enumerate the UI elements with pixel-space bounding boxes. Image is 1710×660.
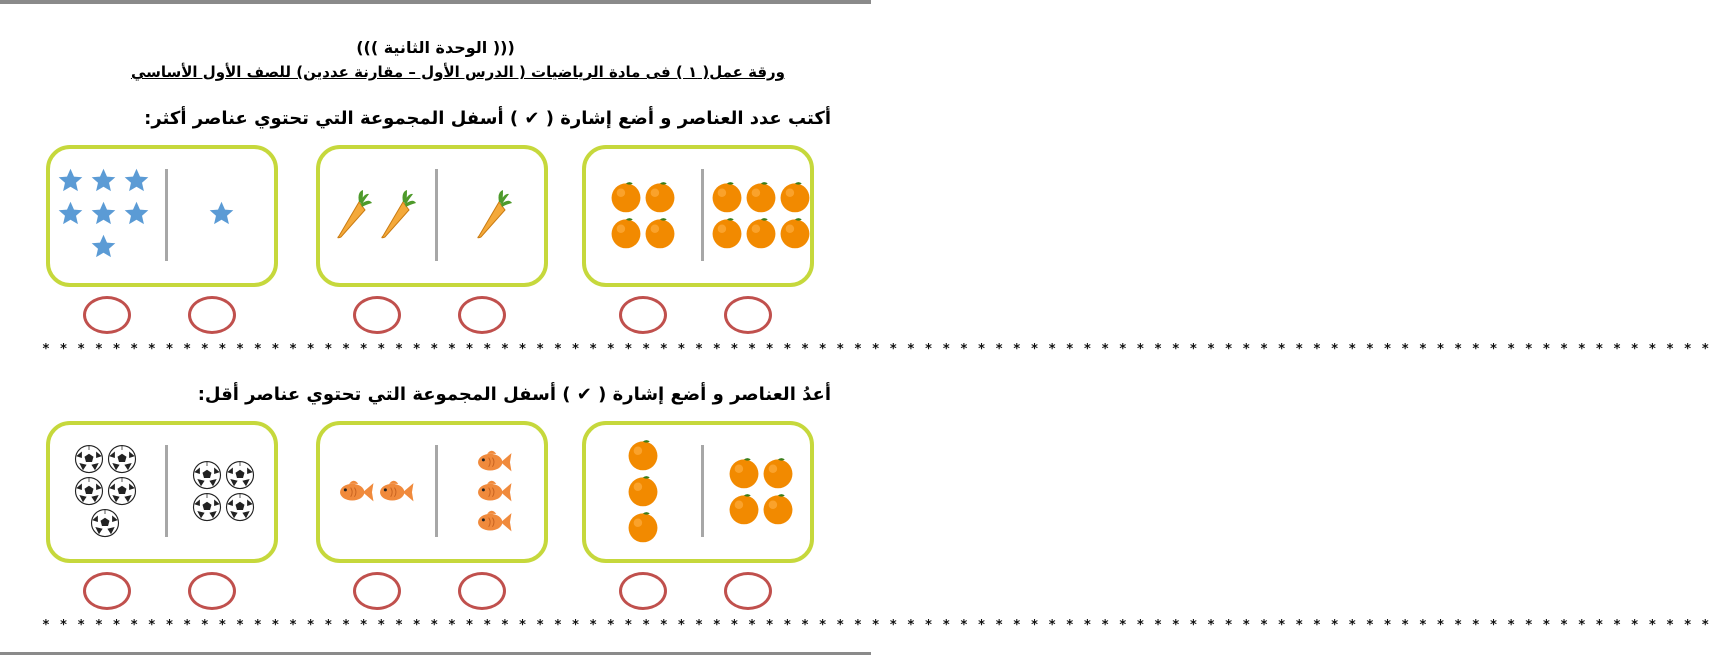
top-rule <box>0 0 871 4</box>
answer-circle-right[interactable] <box>458 296 506 334</box>
star-icon <box>57 200 84 231</box>
orange-icon <box>761 492 795 530</box>
orange-icon <box>609 180 643 218</box>
star-icon <box>208 200 235 231</box>
orange-icon <box>778 180 812 218</box>
answer-circle-left[interactable] <box>619 296 667 334</box>
star-icon <box>123 167 150 198</box>
soccer-ball-icon <box>90 508 120 542</box>
right-group <box>438 149 551 283</box>
comparison-box <box>316 421 548 563</box>
bottom-rule <box>0 652 871 655</box>
comparison-box <box>46 421 278 563</box>
instruction-1: أكتب عدد العناصر و أضع إشارة ( ✔ ) أسفل المجموعة التي تحتوي عناصر أكثر: <box>144 108 831 129</box>
soccer-ball-icon <box>192 492 222 526</box>
star-icon <box>123 200 150 231</box>
comparison-box <box>582 145 814 287</box>
carrot-icon <box>333 188 373 244</box>
page-title: ((( الوحدة الثانية ))) <box>356 38 515 57</box>
right-group <box>704 149 817 283</box>
carrot-icon <box>377 188 417 244</box>
separator-2: * * * * * * * * * * * * * * * * * * * * * * * * * * * * * * * * * * * * * * * * * * * * * * * * * * * * * * * * * * * * * * * * * * * * * * * * * * * * * * * * * * * * * * * * * * * * * * * <box>42 618 1710 633</box>
answer-circle-right[interactable] <box>724 572 772 610</box>
soccer-ball-icon <box>225 492 255 526</box>
star-icon <box>90 200 117 231</box>
soccer-ball-icon <box>225 460 255 494</box>
star-icon <box>90 233 117 264</box>
answer-circle-left[interactable] <box>83 572 131 610</box>
right-group <box>168 149 281 283</box>
right-group <box>168 425 281 559</box>
star-icon <box>90 167 117 198</box>
comparison-box <box>316 145 548 287</box>
fish-icon <box>377 477 415 511</box>
orange-icon <box>727 456 761 494</box>
soccer-ball-icon <box>107 476 137 510</box>
answer-circle-right[interactable] <box>724 296 772 334</box>
answer-circle-left[interactable] <box>353 572 401 610</box>
left-group <box>586 149 699 283</box>
right-group <box>438 425 551 559</box>
fish-icon <box>337 477 375 511</box>
orange-icon <box>609 216 643 254</box>
left-group <box>586 425 699 559</box>
separator-1: * * * * * * * * * * * * * * * * * * * * * * * * * * * * * * * * * * * * * * * * * * * * * * * * * * * * * * * * * * * * * * * * * * * * * * * * * * * * * * * * * * * * * * * * * * * * * * * <box>42 342 1710 357</box>
orange-icon <box>626 474 660 512</box>
left-group <box>320 149 433 283</box>
carrot-icon <box>473 188 513 244</box>
left-group <box>50 149 163 283</box>
orange-icon <box>643 216 677 254</box>
right-group <box>704 425 817 559</box>
answer-circle-left[interactable] <box>83 296 131 334</box>
orange-icon <box>778 216 812 254</box>
soccer-ball-icon <box>74 476 104 510</box>
orange-icon <box>643 180 677 218</box>
answer-circle-right[interactable] <box>458 572 506 610</box>
orange-icon <box>626 510 660 548</box>
star-icon <box>57 167 84 198</box>
answer-circle-right[interactable] <box>188 296 236 334</box>
soccer-ball-icon <box>192 460 222 494</box>
orange-icon <box>710 216 744 254</box>
orange-icon <box>626 438 660 476</box>
comparison-box <box>46 145 278 287</box>
instruction-2: أعدُ العناصر و أضع إشارة ( ✔ ) أسفل المجموعة التي تحتوي عناصر أقل: <box>197 384 831 405</box>
orange-icon <box>761 456 795 494</box>
answer-circle-right[interactable] <box>188 572 236 610</box>
answer-circle-left[interactable] <box>353 296 401 334</box>
soccer-ball-icon <box>107 444 137 478</box>
soccer-ball-icon <box>74 444 104 478</box>
fish-icon <box>475 507 513 541</box>
comparison-box <box>582 421 814 563</box>
worksheet-subtitle: ورقة عمل( ١ ) فى مادة الرياضيات ( الدرس الأول – مقارنة عددين) للصف الأول الأساسي <box>130 63 785 81</box>
answer-circle-left[interactable] <box>619 572 667 610</box>
left-group <box>320 425 433 559</box>
orange-icon <box>710 180 744 218</box>
orange-icon <box>727 492 761 530</box>
left-group <box>50 425 163 559</box>
orange-icon <box>744 180 778 218</box>
orange-icon <box>744 216 778 254</box>
